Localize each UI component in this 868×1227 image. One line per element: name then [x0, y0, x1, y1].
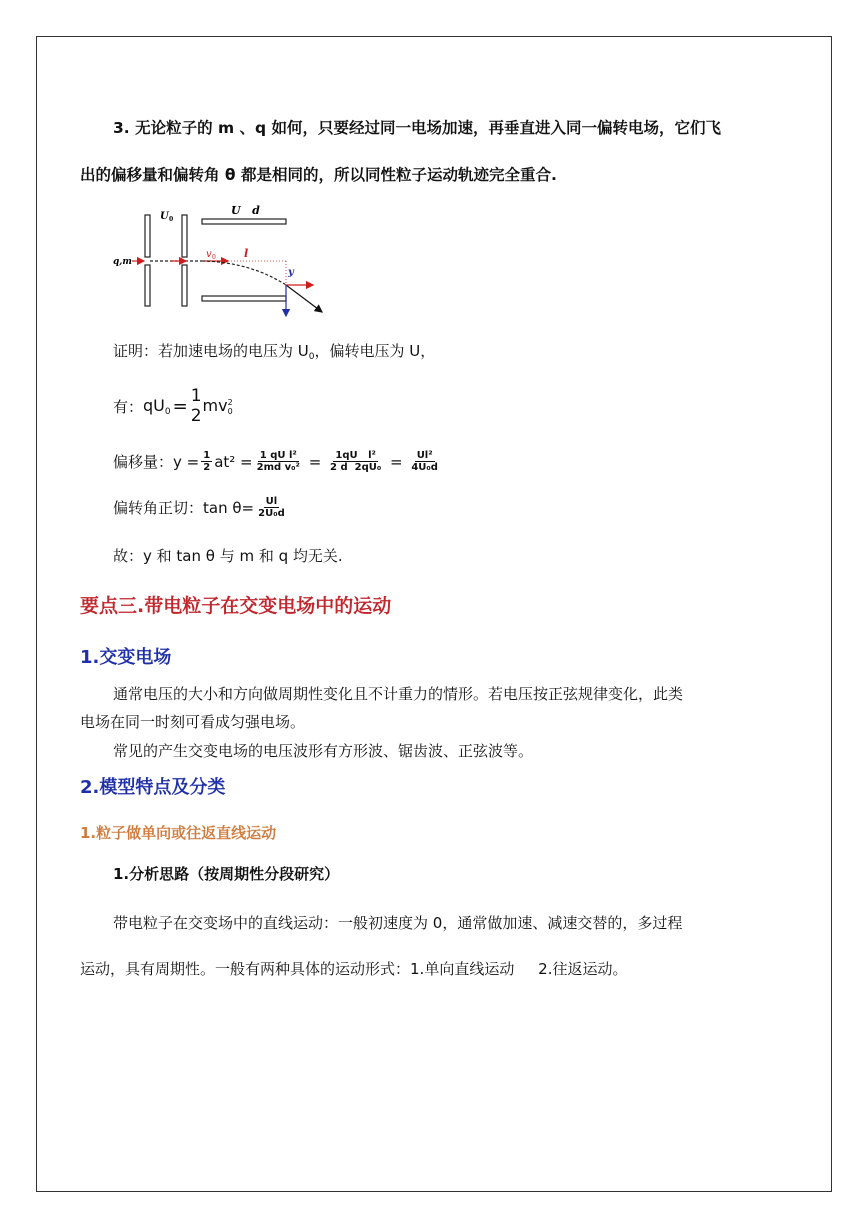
label-U0-sub: 0	[169, 216, 174, 223]
deflect-plate-top	[202, 219, 286, 224]
half-fraction: 1 2	[190, 386, 202, 426]
section3-line2: 出的偏移量和偏转角 θ 都是相同的，所以同性粒子运动轨迹完全重合.	[80, 166, 557, 184]
label-y: y	[288, 267, 294, 278]
label-v0: v	[206, 249, 212, 260]
exit-velocity-arrow	[286, 285, 322, 312]
subsection2-heading: 2.模型特点及分类	[80, 777, 226, 798]
proof-conclusion: 故：y 和 tan θ 与 m 和 q 均无关.	[113, 547, 343, 565]
accel-plate-left-bottom	[145, 265, 150, 306]
sub2-para-line1: 带电粒子在交变场中的直线运动：一般初速度为 0，通常做加速、减速交替的，多过程	[113, 914, 683, 932]
accel-plate-right-bottom	[182, 265, 187, 306]
proof-intro: 证明：若加速电场的电压为 $U_0$，偏转电压为 U，	[113, 342, 436, 362]
sub1-para2: 常见的产生交变电场的电压波形有方形波、锯齿波、正弦波等。	[113, 742, 534, 760]
label-v0-sub: 0	[212, 254, 216, 261]
tangent-equation: 偏转角正切： tan θ= $\frac{Ul}{\text{2U₀d}}$	[113, 496, 285, 519]
section3-line1: 3. 无论粒子的 m 、q 如何，只要经过同一电场加速，再垂直进入同一偏转电场，它们飞	[113, 119, 722, 137]
sub1-para1-line1: 通常电压的大小和方向做周期性变化且不计重力的情形。若电压按正弦规律变化，此类	[113, 685, 684, 703]
displacement-equation: 偏移量： y = $\frac{1}{2}$ at² = $\frac{\text{1 qU l²}}{\text{2md v₀²}}$ = $\frac{\text{1qU l²}}{\text{2 d 2qU₀}}$ = $\frac{\text{Ul²}}{\text{4U₀d}}$	[113, 450, 438, 473]
subsection1-heading: 1.交变电场	[80, 647, 172, 668]
label-qm: q,m	[113, 257, 132, 267]
deflection-diagram	[110, 200, 340, 320]
subsection2-orange-heading: 1.粒子做单向或往返直线运动	[80, 824, 277, 842]
energy-equation: 有： $qU_0$ = 1 2 mv 2 0	[113, 386, 233, 426]
path-curved	[202, 261, 286, 285]
sub1-para1-line2: 电场在同一时刻可看成匀强电场。	[80, 713, 306, 731]
label-U0: U	[160, 211, 169, 222]
sub2-para-line2: 运动，具有周期性。一般有两种具体的运动形式：1.单向直线运动 2.往返运动。	[80, 960, 628, 978]
accel-plate-right-top	[182, 215, 187, 257]
deflect-plate-bottom	[202, 296, 286, 301]
accel-plate-left-top	[145, 215, 150, 257]
label-Ud: U d	[231, 204, 260, 217]
keypoint3-heading: 要点三.带电粒子在交变电场中的运动	[80, 595, 392, 617]
label-l: l	[244, 247, 249, 260]
analysis-heading: 1.分析思路（按周期性分段研究）	[113, 865, 340, 883]
